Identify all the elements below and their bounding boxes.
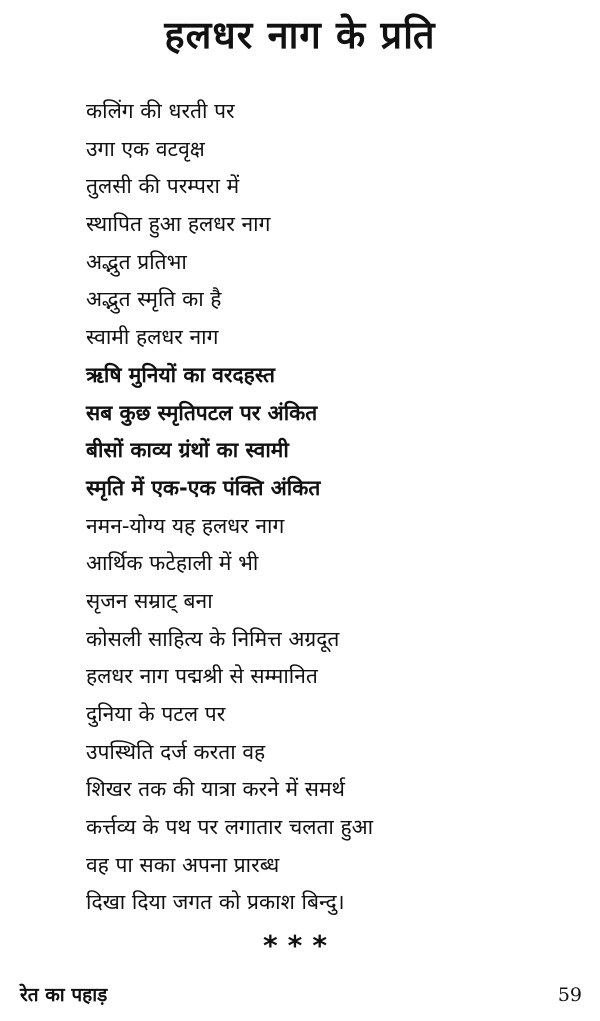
poem-line: उगा एक वटवृक्ष <box>86 136 205 161</box>
poem-line: बीसों काव्य ग्रंथों का स्वामी <box>86 438 289 463</box>
section-ornament: *** <box>263 929 337 962</box>
poem-line: नमन-योग्य यह हलधर नाग <box>86 513 285 538</box>
poem-line: ऋषि मुनियों का वरदहस्त <box>86 362 275 387</box>
poem-line: उपस्थिति दर्ज करता वह <box>86 739 266 764</box>
poem-line: आर्थिक फटेहाली में भी <box>86 551 259 576</box>
poem-line: स्थापित हुआ हलधर नाग <box>86 212 271 237</box>
poem-line: कर्त्तव्य के पथ पर लगातार चलता हुआ <box>86 815 374 840</box>
poem-line: दुनिया के पटल पर <box>86 702 226 726</box>
poem-line: सब कुछ स्मृतिपटल पर अंकित <box>86 400 318 425</box>
poem-line: कोसली साहित्य के निमित्त अग्रदूत <box>86 626 340 651</box>
poem-body <box>86 93 373 922</box>
poem-line: स्वामी हलधर नाग <box>86 325 219 350</box>
poem-line: वह पा सका अपना प्रारब्ध <box>86 852 280 877</box>
poem-line: अद्भुत स्मृति का है <box>86 287 222 312</box>
footer-book-title: रेत का पहाड़ <box>20 984 108 1006</box>
poem-line: शिखर तक की यात्रा करने में समर्थ <box>86 777 345 802</box>
poem-line: हलधर नाग पद्मश्री से सम्मानित <box>86 664 318 689</box>
poem-line: अद्भुत प्रतिभा <box>86 249 187 274</box>
poem-line: तुलसी की परम्परा में <box>86 174 240 199</box>
poem-line: सृजन सम्राट् बना <box>86 588 213 613</box>
poem-line: कलिंग की धरती पर <box>86 99 235 123</box>
poem-line: स्मृति में एक-एक पंक्ति अंकित <box>86 475 321 500</box>
page-number: 59 <box>557 984 582 1006</box>
page-title: हलधर नाग के प्रति <box>164 13 436 57</box>
poem-line: दिखा दिया जगत को प्रकाश बिन्दु। <box>86 890 345 915</box>
